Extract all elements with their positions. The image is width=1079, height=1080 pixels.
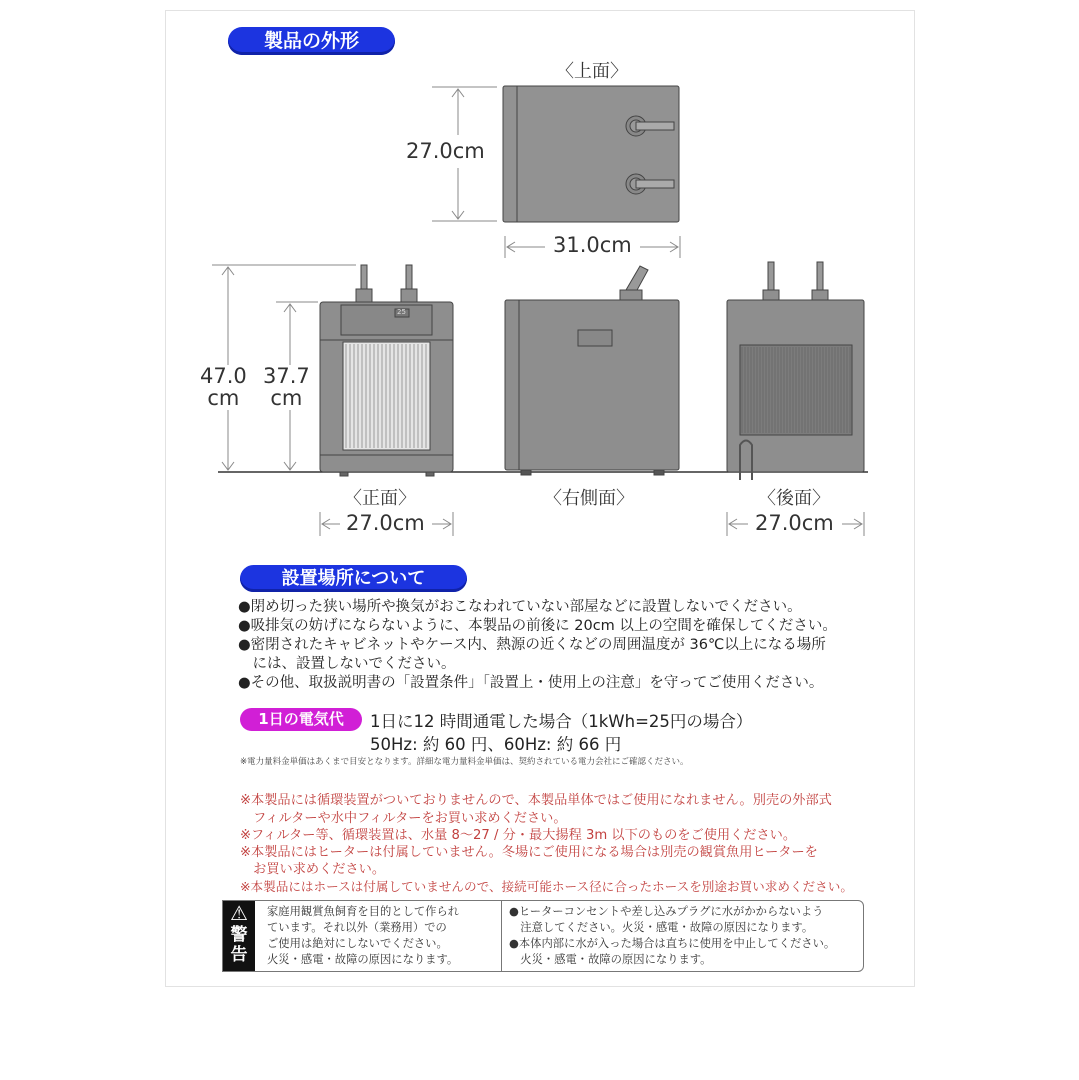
warning-line: ●ヒーターコンセントや差し込みプラグに水がかからないよう (509, 905, 824, 918)
label-front-view: 〈正面〉 (344, 488, 416, 509)
installation-bullet: ●その他、取扱説明書の「設置条件」「設置上・使用上の注意」を守ってご使用ください。 (238, 675, 824, 691)
installation-bullet: ●閉め切った狭い場所や換気がおこなわれていない部屋などに設置しないでください。 (238, 599, 802, 615)
electricity-note: ※電力量料金単価はあくまで目安となります。詳細な電力量料金単価は、契約されている電力会社にご確認ください。 (240, 757, 689, 767)
label-top-view: 〈上面〉 (556, 61, 628, 82)
installation-bullet: ●密閉されたキャビネットやケース内、熱源の近くなどの周囲温度が 36℃以上になる場所 (238, 637, 826, 653)
warning-right-text (509, 904, 835, 968)
section-title-dimensions: 製品の外形 (228, 27, 395, 55)
warning-box (222, 900, 864, 972)
electricity-cost: 50Hz: 約 60 円、60Hz: 約 66 円 (370, 735, 622, 754)
caution-note: ※本製品には循環装置がついておりませんので、本製品単体ではご使用になれません。別売の外部式 (240, 793, 832, 808)
label-right-view: 〈右側面〉 (544, 488, 634, 509)
warning-triangle-icon: ⚠ (230, 901, 248, 925)
display-readout: 25 (397, 308, 406, 316)
dim-top-depth: 27.0cm (406, 139, 485, 163)
dim-body-height-unit: cm (270, 386, 303, 410)
warning-line: 火災・感電・故障の原因になります。 (267, 953, 459, 966)
dim-rear-width: 27.0cm (755, 511, 834, 535)
warning-line: ●本体内部に水が入った場合は直ちに使用を中止してください。 (509, 937, 836, 950)
caution-note: フィルターや水中フィルターをお買い求めください。 (240, 811, 567, 826)
installation-bullet: ●吸排気の妨げにならないように、本製品の前後に 20cm 以上の空間を確保してください。 (238, 618, 837, 634)
right-side-view-unit (505, 266, 679, 475)
warning-left-text (267, 904, 459, 968)
installation-bullet: には、設置しないでください。 (238, 656, 456, 672)
warning-line: ています。それ以外（業務用）での (267, 921, 447, 934)
dim-front-width: 27.0cm (346, 511, 425, 535)
warning-label (223, 901, 255, 971)
caution-note: お買い求めください。 (240, 862, 386, 877)
warning-line: ご使用は絶対にしないでください。 (267, 937, 448, 950)
dim-total-height-value: 47.0 (200, 364, 247, 388)
caution-note: ※本製品にはホースは付属していませんので、接続可能ホース径に合ったホースを別途お買い求めください。 (240, 879, 853, 894)
caution-note: ※本製品にはヒーターは付属していません。冬場にご使用になる場合は別売の観賞魚用ヒーターを (240, 845, 818, 860)
dim-side-width: 31.0cm (553, 233, 632, 257)
label-rear-view: 〈後面〉 (758, 488, 830, 509)
electricity-condition: 1日に12 時間通電した場合（1kWh=25円の場合） (370, 712, 753, 731)
dim-body-height-value: 37.7 (263, 364, 310, 388)
dim-body-height (263, 365, 310, 409)
warning-line: 火災・感電・故障の原因になります。 (509, 953, 712, 966)
warning-label-text: 警告 (230, 925, 248, 965)
caution-note: ※フィルター等、循環装置は、水量 8～27 / 分・最大揚程 3m 以下のものをご使用ください。 (240, 828, 797, 843)
top-view-unit (503, 86, 679, 222)
warning-line: 注意してください。火災・感電・故障の原因になります。 (509, 921, 814, 934)
dim-total-height (200, 365, 247, 409)
dim-total-height-unit: cm (207, 386, 240, 410)
electricity-cost-badge: 1日の電気代 (240, 708, 362, 731)
section-title-installation: 設置場所について (240, 565, 467, 592)
warning-line: 家庭用観賞魚飼育を目的として作られ (267, 905, 460, 918)
warning-divider (501, 901, 502, 971)
